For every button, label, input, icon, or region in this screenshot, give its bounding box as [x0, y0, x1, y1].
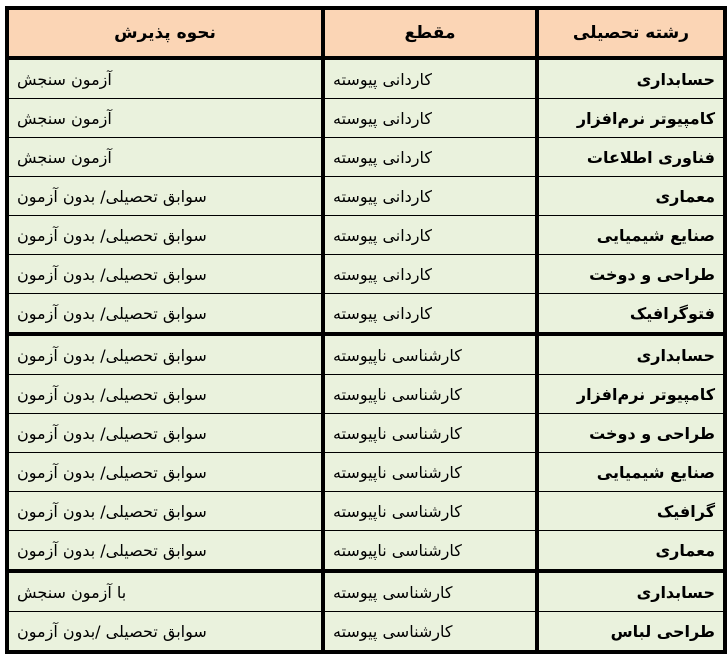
field-cell: حسابداری — [537, 58, 725, 99]
level-cell: کارشناسی پیوسته — [323, 571, 537, 612]
table-body — [7, 58, 725, 652]
level-cell: کارشناسی ناپیوسته — [323, 375, 537, 414]
header-field: رشته تحصیلی — [537, 8, 725, 58]
field-cell: فناوری اطلاعات — [537, 138, 725, 177]
level-cell: کارشناسی ناپیوسته — [323, 334, 537, 375]
level-cell: کاردانی پیوسته — [323, 216, 537, 255]
table-row — [7, 453, 725, 492]
field-cell: صنایع شیمیایی — [537, 453, 725, 492]
table-row — [7, 612, 725, 653]
level-cell: کاردانی پیوسته — [323, 58, 537, 99]
field-cell: طراحی و دوخت — [537, 414, 725, 453]
level-cell: کارشناسی پیوسته — [323, 612, 537, 653]
admission-cell: سوابق تحصیلی/ بدون آزمون — [7, 294, 323, 335]
level-cell: کاردانی پیوسته — [323, 255, 537, 294]
field-cell: حسابداری — [537, 334, 725, 375]
table-row — [7, 334, 725, 375]
header-level: مقطع — [323, 8, 537, 58]
level-cell: کارشناسی ناپیوسته — [323, 531, 537, 572]
field-cell: کامپیوتر نرم‌افزار — [537, 99, 725, 138]
field-cell: فتوگرافیک — [537, 294, 725, 335]
header-admission: نحوه پذیرش — [7, 8, 323, 58]
admission-cell: سوابق تحصیلی/ بدون آزمون — [7, 375, 323, 414]
admission-table — [5, 6, 727, 654]
admission-cell: با آزمون سنجش — [7, 571, 323, 612]
table-row — [7, 177, 725, 216]
admission-table-container — [5, 6, 723, 659]
table-row — [7, 571, 725, 612]
field-cell: کامپیوتر نرم‌افزار — [537, 375, 725, 414]
level-cell: کاردانی پیوسته — [323, 99, 537, 138]
admission-cell: سوابق تحصیلی/ بدون آزمون — [7, 414, 323, 453]
field-cell: گرافیک — [537, 492, 725, 531]
field-cell: حسابداری — [537, 571, 725, 612]
admission-cell: سوابق تحصیلی/ بدون آزمون — [7, 492, 323, 531]
table-row — [7, 255, 725, 294]
admission-cell: سوابق تحصیلی/ بدون آزمون — [7, 334, 323, 375]
level-cell: کاردانی پیوسته — [323, 138, 537, 177]
field-cell: طراحی لباس — [537, 612, 725, 653]
table-row — [7, 138, 725, 177]
admission-cell: سوابق تحصیلی/ بدون آزمون — [7, 255, 323, 294]
table-row — [7, 492, 725, 531]
admission-cell: سوابق تحصیلی/ بدون آزمون — [7, 531, 323, 572]
table-row — [7, 294, 725, 335]
admission-cell: سوابق تحصیلی /بدون آزمون — [7, 612, 323, 653]
field-cell: طراحی و دوخت — [537, 255, 725, 294]
level-cell: کارشناسی ناپیوسته — [323, 492, 537, 531]
header-row — [7, 8, 725, 58]
table-row — [7, 531, 725, 572]
level-cell: کارشناسی ناپیوسته — [323, 453, 537, 492]
table-row — [7, 375, 725, 414]
level-cell: کاردانی پیوسته — [323, 177, 537, 216]
admission-cell: سوابق تحصیلی/ بدون آزمون — [7, 216, 323, 255]
admission-cell: آزمون سنجش — [7, 99, 323, 138]
admission-cell: آزمون سنجش — [7, 138, 323, 177]
admission-cell: سوابق تحصیلی/ بدون آزمون — [7, 177, 323, 216]
table-row — [7, 414, 725, 453]
admission-cell: سوابق تحصیلی/ بدون آزمون — [7, 453, 323, 492]
table-row — [7, 216, 725, 255]
table-row — [7, 58, 725, 99]
table-row — [7, 99, 725, 138]
field-cell: معماری — [537, 177, 725, 216]
field-cell: صنایع شیمیایی — [537, 216, 725, 255]
level-cell: کاردانی پیوسته — [323, 294, 537, 335]
field-cell: معماری — [537, 531, 725, 572]
admission-cell: آزمون سنجش — [7, 58, 323, 99]
level-cell: کارشناسی ناپیوسته — [323, 414, 537, 453]
